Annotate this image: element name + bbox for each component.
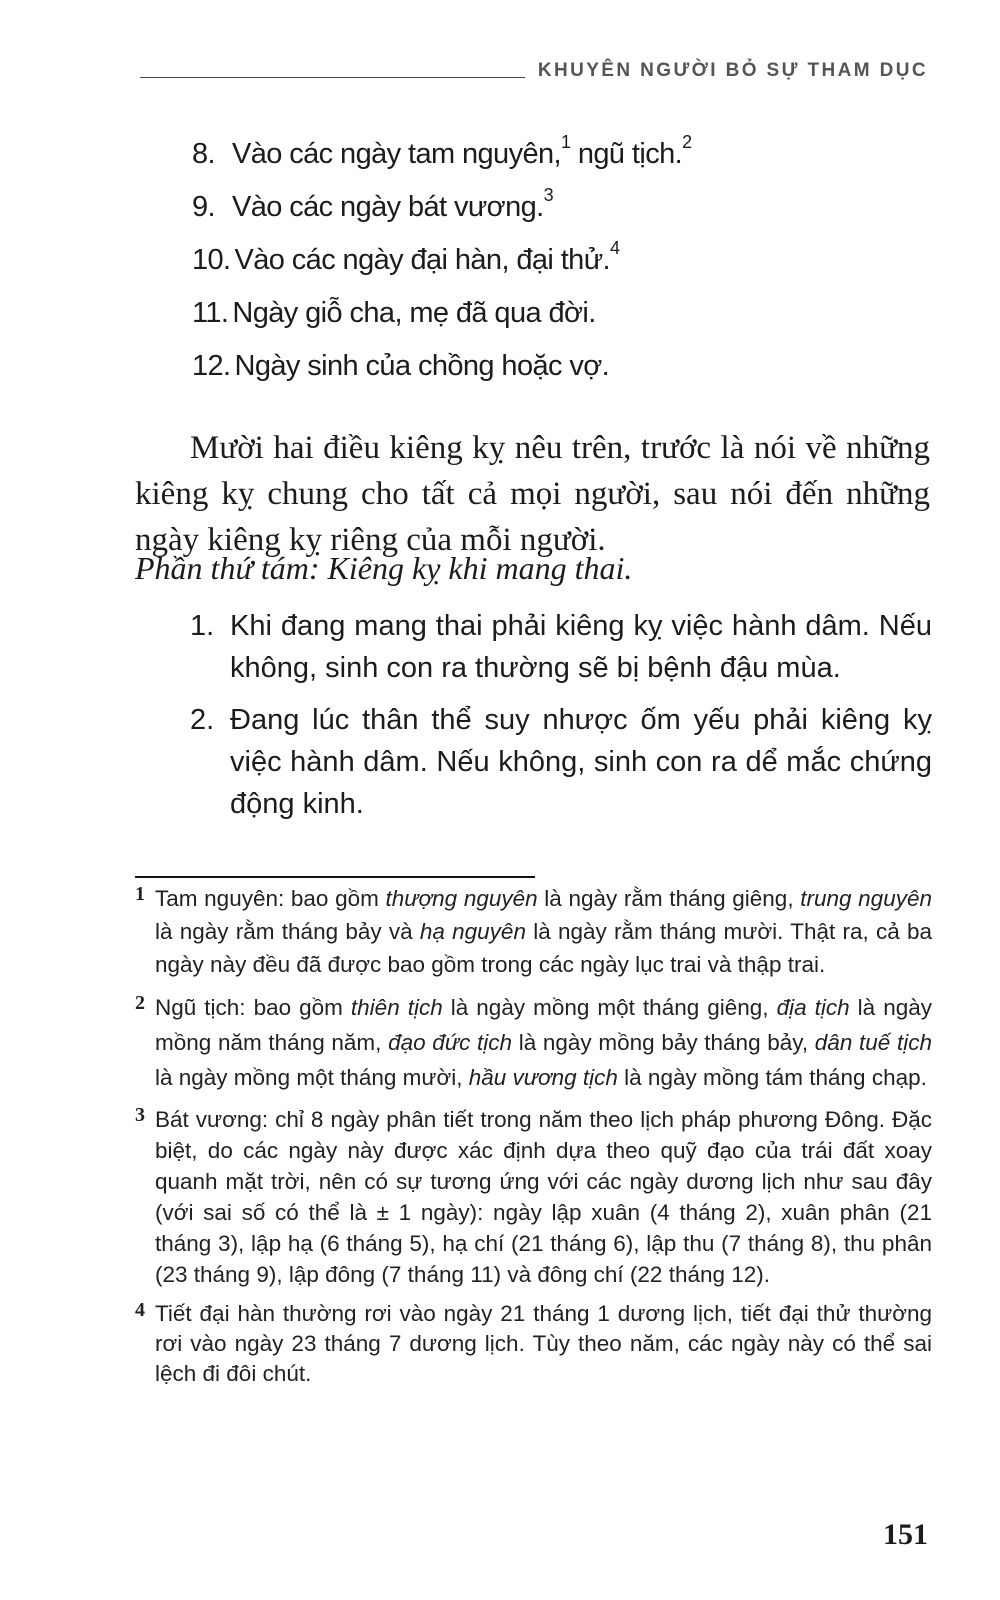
footnote-text: là ngày rằm tháng giêng, <box>537 886 801 911</box>
list-item-text: Đang lúc thân thể suy nhược ốm yếu phải kiêng kỵ việc hành dâm. Nếu không, sinh con ra dể mắc chứng động kinh. <box>230 704 932 820</box>
footnote-ref: 4 <box>609 238 620 259</box>
footnote-text: Bát vương: chỉ 8 ngày phân tiết trong năm theo lịch pháp phương Đông. Đặc biệt, do các ngày này được xác định dựa theo quỹ đạo của trái đất xoay quanh mặt trời, nên có sự tương ứng với các ngày dương lịch như sau đây (với sai số có thể là ± 1 ngày): ngày lập xuân (4 tháng 2), xuân phân (21 tháng 3), lập hạ (6 tháng 5), hạ chí (21 tháng 6), lập thu (7 tháng 8), thu phân (23 tháng 9), lập đông (7 tháng 11) và đông chí (22 tháng 12). <box>155 1107 932 1287</box>
list-item <box>190 699 932 825</box>
list-item-number: 10. <box>192 244 231 276</box>
footnote-text: là ngày mồng một tháng giêng, <box>442 995 777 1020</box>
list-item <box>192 287 932 340</box>
footnote-ref: 3 <box>543 185 554 206</box>
footnote-term: dân tuế tịch <box>814 1030 932 1055</box>
footnote-term: thiên tịch <box>350 995 443 1020</box>
footnote-text: Tiết đại hàn thường rơi vào ngày 21 tháng 1 dương lịch, tiết đại thử thường rơi vào ngày 23 tháng 7 dương lịch. Tùy theo năm, các ngày này có thể sai lệch đi đôi chút. <box>155 1301 932 1386</box>
footnote <box>135 1299 932 1389</box>
footnotes <box>135 882 932 1398</box>
footnote-ref: 2 <box>682 132 692 153</box>
body-paragraph: Mười hai điều kiêng kỵ nêu trên, trước là nói về những kiêng kỵ chung cho tất cả mọi người, sau nói đến những ngày kiêng kỵ riêng của mỗi người. <box>135 430 930 558</box>
header-rule <box>140 77 525 78</box>
footnote-term: đạo đức tịch <box>388 1030 513 1055</box>
footnote <box>135 990 932 1095</box>
list-item-text: Ngày giỗ cha, mẹ đã qua đời. <box>232 297 596 329</box>
footnote-term: trung nguyên <box>800 886 932 911</box>
list-item-number: 11. <box>192 297 229 329</box>
list-item-text: Vào các ngày đại hàn, đại thử. <box>234 244 610 276</box>
running-header: KHUYÊN NGƯỜI BỎ SỰ THAM DỤC <box>537 60 928 81</box>
list-item-text: Vào các ngày bát vương. <box>232 191 544 223</box>
footnote-mark: 4 <box>135 1299 145 1321</box>
list-item-text: Khi đang mang thai phải kiêng kỵ việc hành dâm. Nếu không, sinh con ra thường sẽ bị bệnh đậu mùa. <box>230 610 932 684</box>
section-title: Phần thứ tám: Kiêng kỵ khi mang thai. <box>135 550 633 586</box>
footnote-mark: 3 <box>135 1104 145 1126</box>
list-item-text: ngũ tịch. <box>570 138 683 170</box>
footnote <box>135 882 932 981</box>
footnote-text: là ngày mồng năm tháng năm, <box>155 995 932 1055</box>
footnote-text: là ngày rằm tháng mười. Thật ra, cả ba ngày này đều đã được bao gồm trong các ngày lục trai và thập trai. <box>155 919 932 977</box>
list-item-number: 8. <box>192 138 215 170</box>
list-item <box>192 340 932 393</box>
pregnancy-list <box>190 605 932 835</box>
footnote-text: là ngày mồng một tháng mười, <box>155 1065 469 1090</box>
observance-list <box>192 128 932 393</box>
footnote-mark: 1 <box>135 883 145 905</box>
footnote-ref: 1 <box>560 132 571 153</box>
list-item <box>192 234 932 287</box>
footnote-text: là ngày rằm tháng bảy và <box>155 919 420 944</box>
footnote-mark: 2 <box>135 992 145 1014</box>
list-item <box>190 605 932 689</box>
footnote <box>135 1104 932 1290</box>
list-item <box>192 128 932 181</box>
footnote-text: Tam nguyên: bao gồm <box>155 886 386 911</box>
footnote-rule <box>135 876 535 878</box>
list-item-number: 1. <box>190 610 215 642</box>
list-item-text: Ngày sinh của chồng hoặc vợ. <box>234 350 610 382</box>
list-item-number: 2. <box>190 704 215 736</box>
list-item-number: 9. <box>192 191 215 223</box>
footnote-text: Ngũ tịch: bao gồm <box>155 995 351 1020</box>
list-item <box>192 181 932 234</box>
footnote-text: là ngày mồng bảy tháng bảy, <box>512 1030 815 1055</box>
footnote-term: thượng nguyên <box>385 886 538 911</box>
footnote-term: hầu vương tịch <box>468 1065 618 1090</box>
footnote-term: địa tịch <box>776 995 850 1020</box>
page-number: 151 <box>883 1518 928 1551</box>
list-item-number: 12. <box>192 350 231 382</box>
list-item-text: Vào các ngày tam nguyên, <box>232 138 561 170</box>
footnote-term: hạ nguyên <box>419 919 526 944</box>
footnote-text: là ngày mồng tám tháng chạp. <box>617 1065 927 1090</box>
